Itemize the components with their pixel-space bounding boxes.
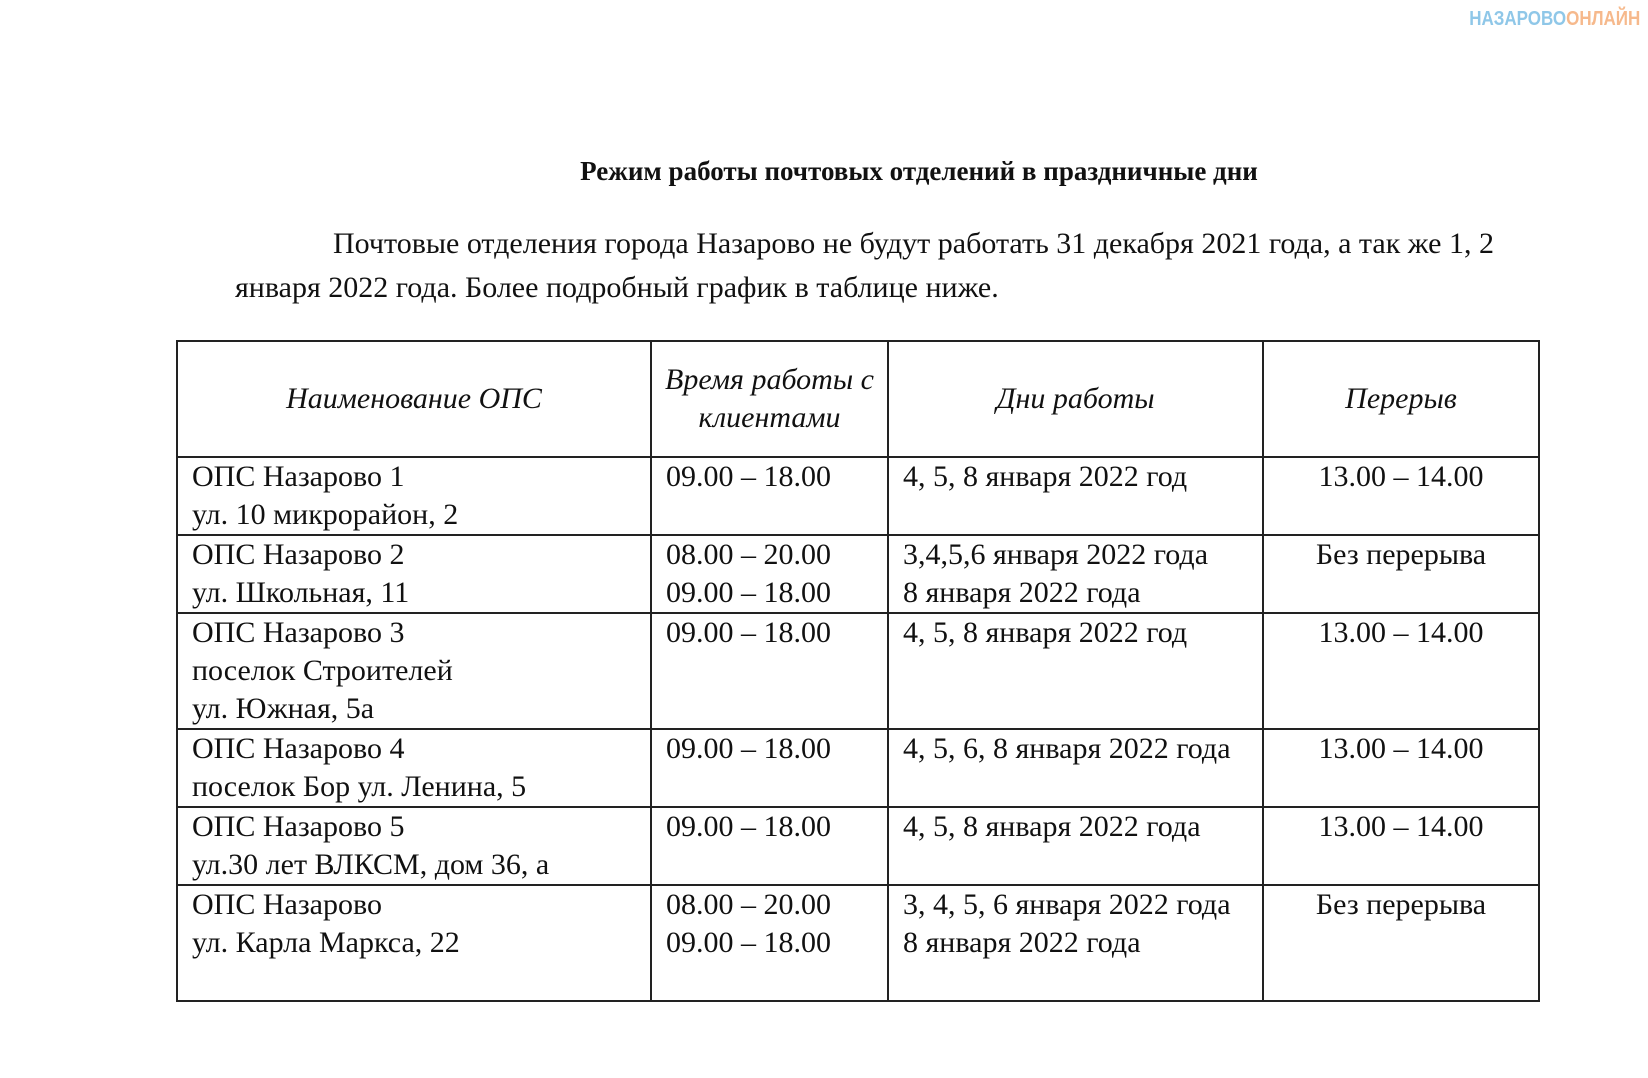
cell-office-name-line: ул. Карла Маркса, 22: [192, 926, 460, 959]
cell-working-days: [888, 729, 1263, 807]
table-body: [177, 457, 1539, 1001]
cell-working-hours-line: 08.00 – 20.00: [666, 888, 831, 921]
cell-working-days-line: 8 января 2022 года: [903, 926, 1141, 959]
cell-working-hours: [651, 807, 888, 885]
cell-office-name-line: ОПС Назарово: [192, 888, 382, 921]
cell-working-days-line: 4, 5, 8 января 2022 год: [903, 616, 1188, 649]
cell-break: Без перерыва: [1263, 535, 1539, 613]
table-row: [177, 535, 1539, 613]
post-office-schedule-table: [176, 340, 1540, 1002]
cell-working-hours: [651, 729, 888, 807]
cell-working-hours-line: 09.00 – 18.00: [666, 460, 831, 493]
cell-working-days-line: 3, 4, 5, 6 января 2022 года: [903, 888, 1231, 921]
table-row: [177, 885, 1539, 1001]
cell-office-name-line: ОПС Назарово 2: [192, 538, 405, 571]
watermark-part1: НАЗАРОВО: [1468, 8, 1566, 30]
header-working-days: Дни работы: [888, 341, 1263, 457]
cell-working-days: [888, 807, 1263, 885]
cell-break: 13.00 – 14.00: [1263, 457, 1539, 535]
header-office-name: Наименование ОПС: [177, 341, 651, 457]
cell-office-name-line: ОПС Назарово 3: [192, 616, 405, 649]
cell-break: 13.00 – 14.00: [1263, 729, 1539, 807]
watermark-part2: ОНЛАЙН: [1565, 8, 1640, 30]
cell-working-hours: [651, 613, 888, 729]
cell-working-days: [888, 885, 1263, 1001]
intro-paragraph: Почтовые отделения города Назарово не будут работать 31 декабря 2021 года, а так же 1, 2 января 2022 года. Более подробный график в таблице ниже.: [235, 227, 1494, 304]
cell-working-days-line: 4, 5, 8 января 2022 года: [903, 810, 1201, 843]
cell-working-hours-line: 09.00 – 18.00: [666, 576, 831, 609]
table-header-row: [177, 341, 1539, 457]
cell-working-days-line: 3,4,5,6 января 2022 года: [903, 538, 1209, 571]
cell-working-days: [888, 535, 1263, 613]
table-row: [177, 613, 1539, 729]
cell-break: 13.00 – 14.00: [1263, 807, 1539, 885]
cell-office-name-line: ул. Южная, 5а: [192, 692, 375, 725]
cell-working-days-line: 8 января 2022 года: [903, 576, 1141, 609]
cell-office-name: [177, 457, 651, 535]
table-row: [177, 729, 1539, 807]
cell-working-hours-line: 09.00 – 18.00: [666, 926, 831, 959]
document-title: Режим работы почтовых отделений в праздничные дни: [580, 156, 1258, 186]
table-row: [177, 457, 1539, 535]
cell-office-name-line: поселок Бор ул. Ленина, 5: [192, 770, 527, 803]
cell-office-name-line: ул. 10 микрорайон, 2: [192, 498, 459, 531]
cell-working-hours-line: 09.00 – 18.00: [666, 616, 831, 649]
cell-office-name-line: поселок Строителей: [192, 654, 453, 687]
cell-office-name: [177, 729, 651, 807]
cell-office-name-line: ОПС Назарово 1: [192, 460, 405, 493]
cell-working-hours: [651, 457, 888, 535]
cell-office-name-line: ул. Школьная, 11: [192, 576, 410, 609]
cell-working-hours: [651, 535, 888, 613]
cell-break: Без перерыва: [1263, 885, 1539, 1001]
cell-working-days: [888, 613, 1263, 729]
cell-office-name-line: ул.30 лет ВЛКСМ, дом 36, а: [192, 848, 550, 881]
cell-office-name-line: ОПС Назарово 5: [192, 810, 405, 843]
cell-working-hours-line: 09.00 – 18.00: [666, 810, 831, 843]
header-working-hours: Время работы с клиентами: [651, 341, 888, 457]
cell-working-hours-line: 09.00 – 18.00: [666, 732, 831, 765]
cell-working-days: [888, 457, 1263, 535]
cell-working-days-line: 4, 5, 8 января 2022 год: [903, 460, 1188, 493]
cell-working-hours-line: 08.00 – 20.00: [666, 538, 831, 571]
header-break: Перерыв: [1263, 341, 1539, 457]
cell-office-name: [177, 885, 651, 1001]
cell-office-name: [177, 807, 651, 885]
site-watermark-logo: [1469, 8, 1640, 31]
cell-office-name: [177, 535, 651, 613]
cell-break: 13.00 – 14.00: [1263, 613, 1539, 729]
cell-working-days-line: 4, 5, 6, 8 января 2022 года: [903, 732, 1231, 765]
cell-office-name: [177, 613, 651, 729]
cell-working-hours: [651, 885, 888, 1001]
cell-office-name-line: ОПС Назарово 4: [192, 732, 405, 765]
table-row: [177, 807, 1539, 885]
